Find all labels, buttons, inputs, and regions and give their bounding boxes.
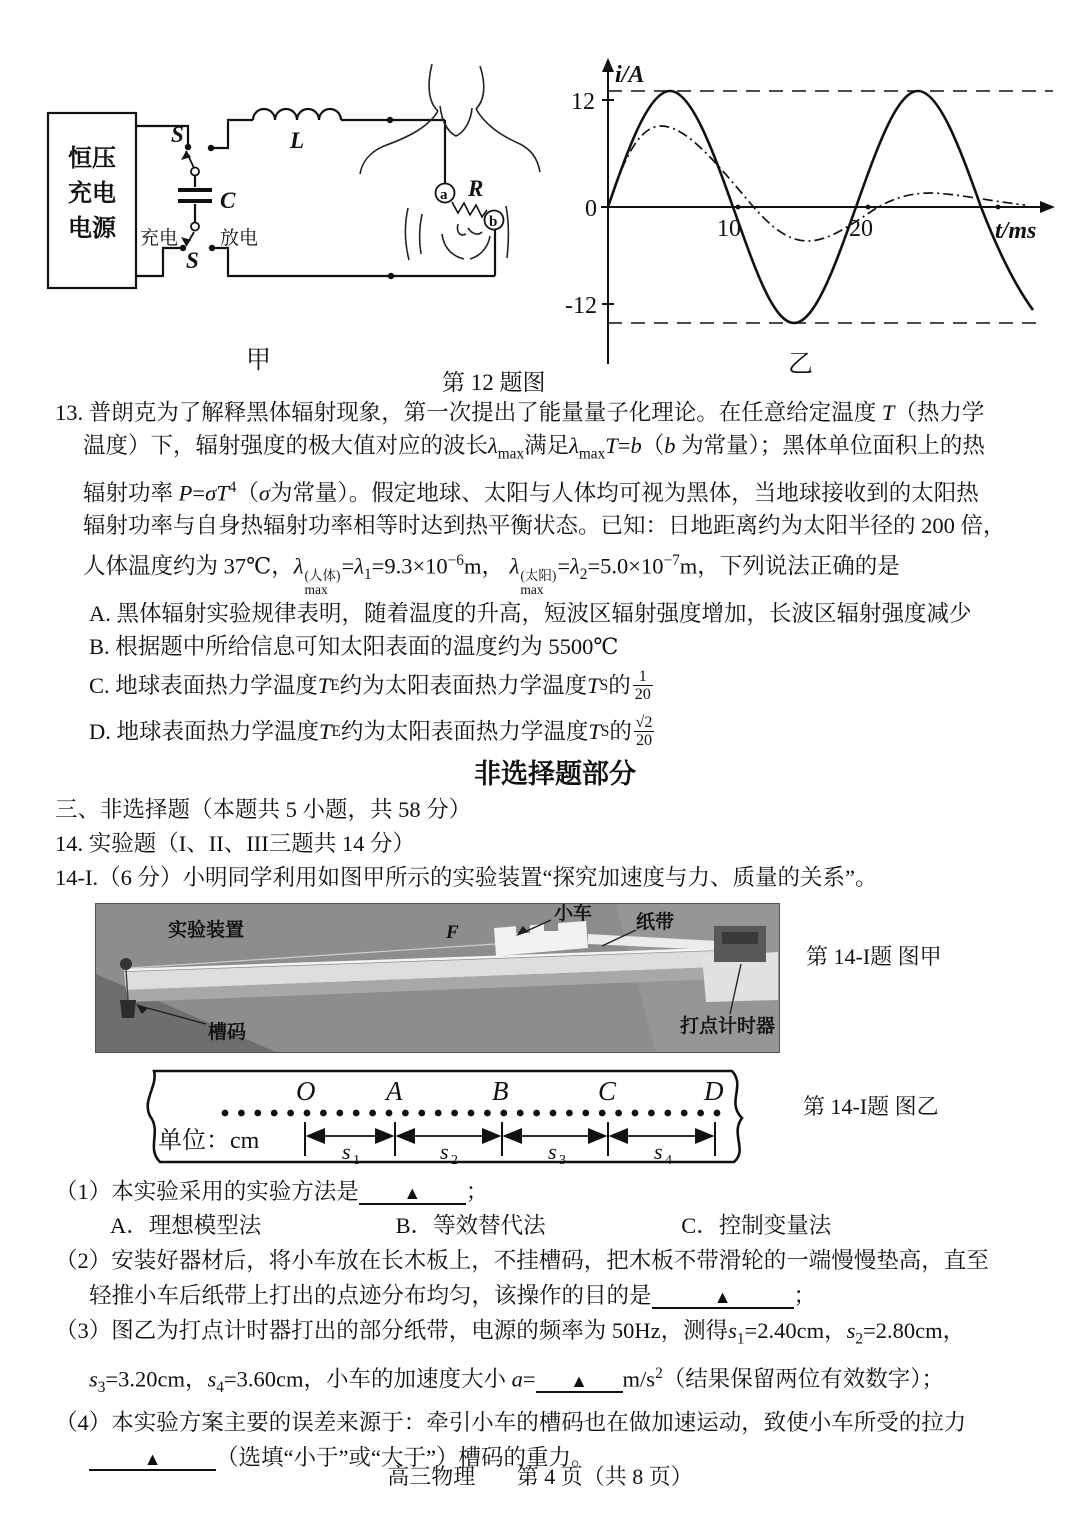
text-segment: （3）图乙为打点计时器打出的部分纸带，电源的频率为 50Hz，测得 — [55, 1317, 729, 1343]
q14-I-intro: 14-I.（6 分）小明同学利用如图甲所示的实验装置“探究加速度与力、质量的关系”。 — [55, 864, 878, 890]
text-segment: = — [192, 480, 206, 505]
text-segment: S — [599, 677, 609, 695]
tape-dot — [500, 1110, 507, 1117]
answer-blank: ▲ — [89, 1446, 216, 1471]
text-segment: λ — [569, 433, 579, 458]
ytick-12: 12 — [571, 89, 595, 115]
xtick-20: 20 — [849, 216, 873, 242]
q13-option-a — [55, 597, 1055, 630]
text-segment: σT — [205, 480, 229, 505]
figure-circuit — [28, 56, 568, 358]
text-segment: = — [557, 553, 571, 579]
switch-contact — [191, 223, 199, 231]
capacitor-label: C — [220, 188, 236, 213]
text-segment: 约为太阳表面热力学温度 — [339, 673, 588, 699]
figure-current-graph — [565, 52, 1065, 370]
tape-unit-label: 单位：cm — [158, 1127, 260, 1154]
tape-dot — [386, 1110, 393, 1117]
text-segment: m，下列说法正确的是 — [679, 553, 900, 579]
text-segment: （ — [236, 480, 259, 505]
text-segment: E — [331, 723, 341, 741]
text-segment: =3.60cm，小车的加速度大小 — [223, 1366, 512, 1392]
q14-1-line — [55, 1174, 1055, 1209]
q13-line-4 — [55, 509, 1055, 542]
q14-2-line-2 — [55, 1278, 1055, 1313]
text-segment: = — [522, 1366, 536, 1392]
tape-dot — [550, 1110, 557, 1117]
text-column — [55, 396, 1055, 1475]
text-segment: S — [600, 723, 610, 741]
q13-line-2 — [55, 429, 1055, 471]
tape-dot — [287, 1110, 294, 1117]
node-dot — [387, 117, 393, 123]
text-segment: C. 地球表面热力学温度 — [89, 673, 318, 699]
text-segment: （ — [641, 433, 665, 458]
text-segment: D. 地球表面热力学温度 — [89, 719, 319, 745]
ytick-0: 0 — [585, 196, 597, 222]
tape-dot — [566, 1110, 573, 1117]
q14-3-line-2 — [55, 1356, 1055, 1405]
terminal-b-label: b — [489, 214, 498, 230]
caption-fig12: 第 12 题图 — [442, 370, 546, 395]
text-segment: $\frac{1}{20}$ — [634, 667, 651, 704]
q13-line-5 — [55, 542, 1055, 597]
tape-dot — [582, 1110, 589, 1117]
tape-dot — [664, 1110, 671, 1117]
answer-blank: ▲ — [359, 1180, 466, 1205]
apparatus-photo — [95, 903, 780, 1053]
text-segment: 为常量）。假定地球、太阳与人体均可视为黑体，当地球接收到的太阳热 — [270, 480, 979, 505]
text-segment: （选填“小于”或“大于”）槽码的重力。 — [216, 1445, 594, 1471]
label-tape: 纸带 — [636, 911, 675, 933]
supply-text-3: 电源 — [68, 216, 116, 242]
text-segment: (太阳) max — [520, 567, 557, 598]
xtick-10: 10 — [717, 216, 741, 242]
node-dot — [208, 145, 214, 151]
tape-dot — [320, 1110, 327, 1117]
text-segment: =3.20cm， — [105, 1366, 208, 1392]
q14-2-line-1: （2）安装好器材后，将小车放在长木板上，不挂槽码，把木板不带滑轮的一端慢慢垫高，直至 — [55, 1247, 989, 1273]
text-segment: −7 — [663, 552, 680, 569]
q14-1-option-a: A．理想模型法 — [110, 1212, 262, 1238]
text-segment: B. 根据题中所给信息可知太阳表面的温度约为 5500℃ — [89, 633, 619, 659]
answer-blank: ▲ — [536, 1368, 623, 1393]
terminal-a-label: a — [440, 187, 448, 203]
caption-fig14-yi: 第 14-I题 图乙 — [803, 1094, 939, 1119]
text-segment: b — [664, 433, 676, 458]
text-segment: λ — [509, 553, 520, 579]
text-segment: E — [330, 677, 340, 695]
footer-subject: 高三物理 — [387, 1464, 476, 1489]
tape-dot — [402, 1110, 409, 1117]
q13-option-c — [55, 663, 1055, 709]
switch-top-label: S — [171, 122, 184, 147]
text-segment: ； — [793, 1282, 817, 1308]
slotted-weights — [120, 1000, 136, 1018]
timer-detail — [722, 932, 758, 944]
interval-sub-4: 4 — [665, 1152, 672, 1166]
text-segment: (人体) max — [304, 567, 341, 598]
inductor-label: L — [290, 128, 305, 153]
wire — [214, 248, 495, 276]
text-segment: 13. 普朗克为了解释黑体辐射现象，第一次提出了能量量子化理论。在任意给定温度 — [55, 400, 882, 425]
text-segment: max — [497, 445, 525, 463]
supply-text-2: 充电 — [68, 181, 116, 207]
text-segment: s — [846, 1317, 856, 1343]
text-segment: T — [881, 400, 895, 425]
text-segment: = — [341, 553, 355, 579]
tape-dot — [681, 1110, 688, 1117]
tape-dot — [615, 1110, 622, 1117]
text-segment: 1 — [364, 566, 372, 583]
text-segment: λ — [293, 553, 304, 579]
text-segment: 2 — [579, 566, 588, 583]
label-force: F — [446, 921, 459, 943]
axis-dot — [996, 205, 1001, 210]
text-segment: T — [588, 719, 601, 745]
apparatus-photo-drawing — [96, 904, 779, 1052]
charge-label: 充电 — [140, 228, 179, 249]
text-segment: −6 — [447, 552, 464, 569]
inductor-coil-icon — [253, 109, 341, 120]
tape-dot — [418, 1110, 425, 1117]
text-segment: max — [578, 445, 606, 463]
caption-yi: 乙 — [788, 351, 814, 378]
text-segment: 为常量）；黑体单位面积上的热 — [675, 433, 985, 458]
tape-dot — [697, 1110, 704, 1117]
node-dot — [185, 144, 191, 150]
text-segment: b — [630, 433, 642, 458]
supply-text-1: 恒压 — [68, 146, 116, 172]
text-segment: （热力学 — [894, 400, 985, 425]
text-segment: T — [317, 673, 331, 699]
text-segment: 轻推小车后纸带上打出的点迹分布均匀，该操作的目的是 — [89, 1282, 652, 1308]
pulley — [120, 958, 132, 970]
text-segment: 约为太阳表面热力学温度 — [340, 719, 589, 745]
axis-dot — [736, 205, 741, 210]
label-apparatus: 实验装置 — [168, 919, 245, 941]
wire — [210, 120, 253, 148]
interval-label-s3: s — [548, 1138, 557, 1164]
text-segment: ； — [465, 1178, 489, 1204]
point-O: O — [296, 1075, 316, 1106]
text-segment: 辐射功率 — [83, 480, 179, 505]
text-segment: a — [511, 1366, 523, 1392]
tape-dot — [533, 1110, 540, 1117]
text-segment: λ — [570, 553, 580, 579]
q14-1-option-b: B．等效替代法 — [395, 1212, 546, 1238]
point-B: B — [492, 1075, 509, 1106]
point-C: C — [598, 1075, 617, 1106]
graph-ylabel: i/A — [615, 62, 645, 88]
text-segment: s — [728, 1317, 737, 1343]
tape-dot — [336, 1110, 343, 1117]
text-segment: 的 — [608, 673, 631, 699]
text-segment: （1）本实验采用的实验方法是 — [55, 1178, 359, 1204]
tape-dot — [517, 1110, 524, 1117]
ytick-neg12: -12 — [565, 293, 597, 319]
switch-bottom-label: S — [186, 248, 199, 273]
label-timer: 打点计时器 — [680, 1015, 776, 1037]
text-segment: 温度）下，辐射强度的极大值对应的波长 — [83, 433, 489, 458]
text-segment: s — [89, 1366, 98, 1392]
tape-dot — [254, 1110, 261, 1117]
discharge-label: 放电 — [220, 228, 259, 249]
tape-dot — [435, 1110, 442, 1117]
text-segment: A. 黑体辐射实验规律表明，随着温度的升高，短波区辐射强度增加，长波区辐射强度减少 — [89, 600, 972, 626]
text-segment: =2.40cm， — [744, 1317, 847, 1343]
text-segment: m， — [463, 553, 510, 579]
x-axis-arrowhead — [1040, 201, 1055, 213]
tape-dots — [222, 1110, 721, 1117]
tape-dot — [353, 1110, 360, 1117]
q14-1-options — [55, 1209, 1055, 1243]
text-segment: 辐射功率与自身热辐射功率相等时达到热平衡状态。已知：日地距离约为太阳半径的 200 倍， — [83, 513, 1006, 538]
text-segment: =9.3×10 — [371, 553, 448, 579]
label-weights: 槽码 — [208, 1021, 247, 1043]
text-segment: 4 — [228, 478, 237, 496]
text-segment: λ — [354, 553, 364, 579]
text-segment: σ — [258, 480, 270, 505]
tape-figure — [120, 1066, 775, 1166]
interval-label-s2: s — [440, 1138, 449, 1164]
text-segment: P — [178, 480, 193, 505]
tape-dot — [714, 1110, 721, 1117]
tape-dot — [451, 1110, 458, 1117]
text-segment: m/s — [622, 1366, 656, 1392]
q13-option-d — [55, 709, 1055, 755]
q13-line-1 — [55, 396, 1055, 429]
damped-current-curve — [608, 126, 1025, 241]
interval-label-s4: s — [654, 1138, 663, 1164]
interval-label-s1: s — [342, 1138, 351, 1164]
tape-dot — [599, 1110, 606, 1117]
point-D: D — [704, 1075, 724, 1106]
text-segment: 1 — [736, 1330, 745, 1348]
y-axis-arrowhead — [602, 58, 614, 72]
node-dot — [209, 245, 215, 251]
torso-sketch — [360, 64, 540, 260]
label-cart: 小车 — [554, 903, 593, 924]
resistor-zigzag-icon — [452, 202, 487, 217]
text-segment: 人体温度约为 37℃， — [83, 553, 294, 579]
caption-fig14-jia: 第 14-I题 图甲 — [806, 944, 942, 969]
tape-dot — [271, 1110, 278, 1117]
tape-drawing — [120, 1066, 775, 1166]
tape-dot — [369, 1110, 376, 1117]
text-segment: $\frac{√2}{20}$ — [635, 713, 653, 750]
text-segment: =2.80cm， — [863, 1317, 966, 1343]
text-segment: 满足 — [524, 433, 570, 458]
tape-dot — [468, 1110, 475, 1117]
footer-page-number: 第 4 页（共 8 页） — [516, 1464, 693, 1489]
node-dot — [388, 273, 394, 279]
wire — [136, 248, 181, 276]
text-segment: 2 — [855, 1330, 864, 1348]
text-segment: 3 — [97, 1379, 106, 1397]
tape-dot — [484, 1110, 491, 1117]
resistor-label: R — [468, 176, 484, 201]
text-segment: 的 — [609, 719, 632, 745]
text-segment: λ — [488, 433, 498, 458]
answer-blank: ▲ — [652, 1284, 794, 1309]
tape-dot — [632, 1110, 639, 1117]
q14-intro: 14. 实验题（I、II、III三题共 14 分） — [55, 830, 415, 856]
tape-dot — [222, 1110, 229, 1117]
section-header: 非选择题部分 — [474, 758, 636, 789]
graph-xlabel: t/ms — [995, 218, 1037, 244]
q13-option-b — [55, 630, 1055, 663]
page-footer — [0, 1460, 1080, 1491]
section-3-intro: 三、非选择题（本题共 5 小题，共 58 分） — [55, 796, 472, 822]
text-segment: （结果保留两位有效数字）； — [662, 1366, 944, 1392]
text-segment: =5.0×10 — [587, 553, 664, 579]
tape-dot — [304, 1110, 311, 1117]
caption-jia: 甲 — [246, 347, 272, 374]
interval-sub-2: 2 — [451, 1152, 458, 1166]
text-segment: T — [587, 673, 600, 699]
text-segment: s — [207, 1366, 217, 1392]
point-A: A — [386, 1075, 403, 1106]
q14-3-line-1 — [55, 1313, 1055, 1357]
text-segment: T — [605, 433, 618, 458]
text-segment: 2 — [655, 1365, 663, 1383]
interval-sub-3: 3 — [559, 1152, 566, 1166]
q14-1-option-c: C．控制变量法 — [681, 1212, 832, 1238]
interval-sub-1: 1 — [353, 1152, 360, 1166]
text-segment: T — [319, 719, 332, 745]
switch-contact — [191, 168, 199, 176]
axis-dot — [866, 205, 871, 210]
text-segment: 4 — [216, 1379, 224, 1397]
text-segment: = — [617, 433, 631, 458]
tape-dot — [238, 1110, 245, 1117]
q13-line-3 — [55, 471, 1055, 510]
q14-4-line-1: （4）本实验方案主要的误差来源于：牵引小车的槽码也在做加速运动，致使小车所受的拉力 — [55, 1410, 967, 1436]
tape-dot — [648, 1110, 655, 1117]
